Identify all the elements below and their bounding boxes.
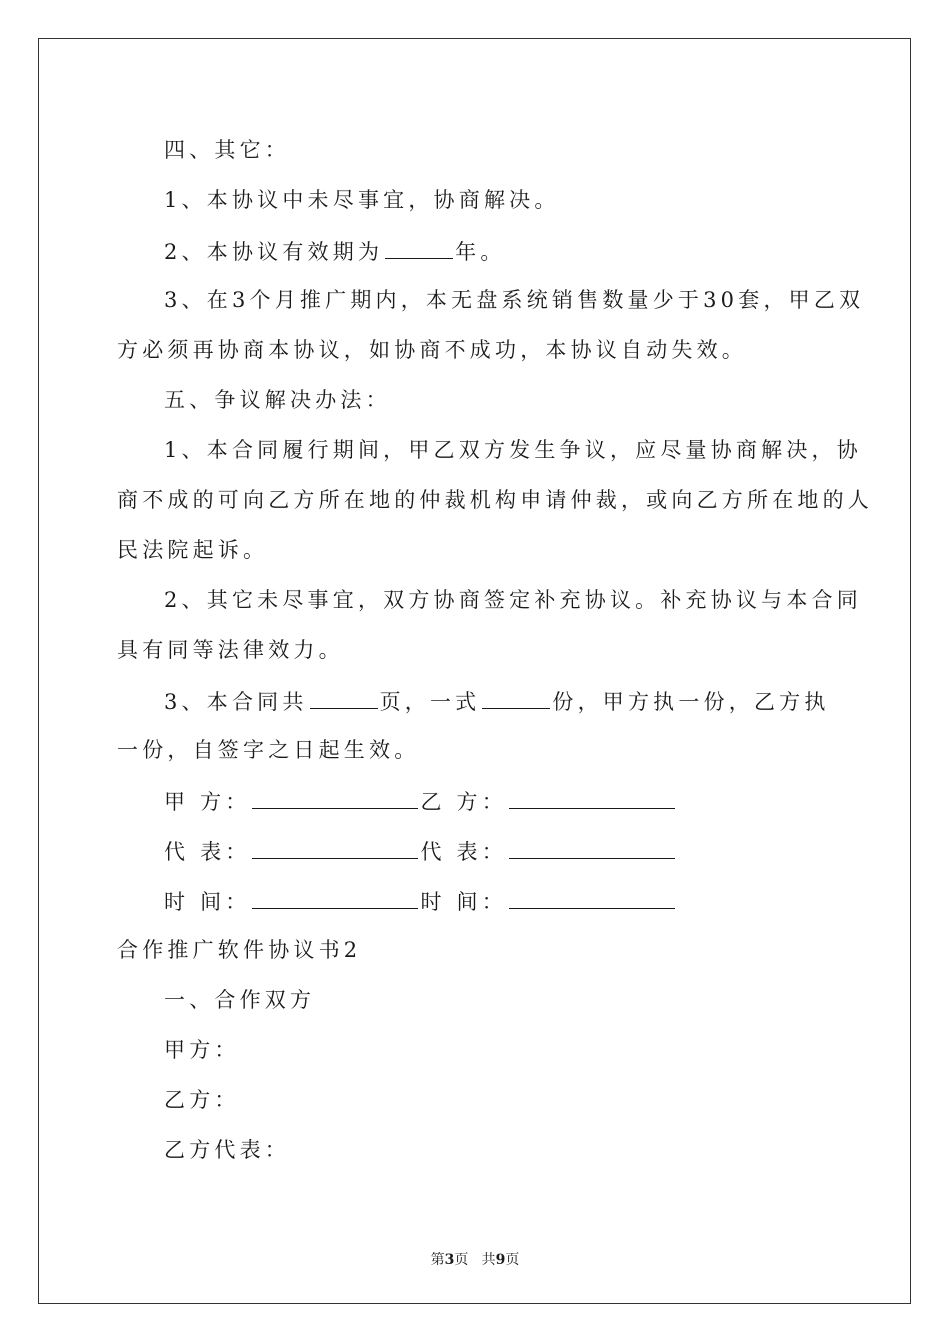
rep-a-label: 代 表： bbox=[164, 840, 251, 864]
footer-total-unit: 页 bbox=[505, 1252, 520, 1268]
footer-total-prefix: 共 bbox=[481, 1252, 496, 1268]
time-a-label: 时 间： bbox=[164, 890, 251, 914]
term-years-blank bbox=[385, 240, 453, 259]
section5-item1-line3: 民法院起诉。 bbox=[117, 538, 269, 562]
doc2-section1-heading: 一、合作双方 bbox=[164, 988, 316, 1012]
page-frame bbox=[38, 38, 911, 1304]
party-b-blank bbox=[509, 790, 675, 809]
section4-item3-line2: 方必须再协商本协议，如协商不成功，本协议自动失效。 bbox=[117, 338, 747, 362]
page-count-blank bbox=[310, 690, 378, 709]
section5-item3-line1 bbox=[164, 690, 830, 713]
rep-b-label: 代 表： bbox=[420, 840, 507, 864]
page-footer bbox=[0, 1249, 950, 1269]
footer-prefix: 第 bbox=[430, 1252, 445, 1268]
section5-item3-line2: 一份，自签字之日起生效。 bbox=[117, 738, 420, 762]
doc2-party-b: 乙方： bbox=[164, 1088, 240, 1112]
section4-item2 bbox=[164, 240, 506, 263]
section5-item2-line1: 2、其它未尽事宜，双方协商签定补充协议。补充协议与本合同 bbox=[164, 588, 862, 612]
section5-item3-pre: 3、本合同共 bbox=[164, 690, 308, 714]
section4-item3-line1: 3、在3个月推广期内，本无盘系统销售数量少于30套，甲乙双 bbox=[164, 288, 865, 312]
rep-a-blank bbox=[252, 840, 418, 859]
signature-row-time bbox=[164, 890, 677, 913]
footer-current-page: 3 bbox=[444, 1252, 455, 1268]
doc2-party-b-rep: 乙方代表： bbox=[164, 1138, 290, 1162]
footer-total-pages: 9 bbox=[495, 1252, 506, 1268]
doc2-party-a: 甲方： bbox=[164, 1038, 240, 1062]
section4-item2-pre: 2、本协议有效期为 bbox=[164, 240, 384, 264]
time-a-blank bbox=[252, 890, 418, 909]
party-a-blank bbox=[252, 790, 418, 809]
section4-item2-post: 年。 bbox=[455, 240, 506, 264]
footer-page-unit: 页 bbox=[454, 1252, 469, 1268]
section5-item3-mid: 页，一式 bbox=[379, 690, 481, 714]
time-b-label: 时 间： bbox=[420, 890, 507, 914]
section5-item2-line2: 具有同等法律效力。 bbox=[117, 638, 344, 662]
section5-item3-post: 份，甲方执一份，乙方执 bbox=[552, 690, 830, 714]
section5-item1-line1: 1、本合同履行期间，甲乙双方发生争议，应尽量协商解决，协 bbox=[164, 438, 862, 462]
section4-heading: 四、其它： bbox=[164, 138, 290, 162]
party-b-label: 乙 方： bbox=[420, 790, 507, 814]
copy-count-blank bbox=[482, 690, 550, 709]
section5-heading: 五、争议解决办法： bbox=[164, 388, 391, 412]
doc2-title: 合作推广软件协议书2 bbox=[117, 938, 362, 962]
signature-row-rep bbox=[164, 840, 677, 863]
party-a-label: 甲 方： bbox=[164, 790, 251, 814]
section5-item1-line2: 商不成的可向乙方所在地的仲裁机构申请仲裁，或向乙方所在地的人 bbox=[117, 488, 873, 512]
signature-row-party bbox=[164, 790, 677, 813]
rep-b-blank bbox=[509, 840, 675, 859]
section4-item1: 1、本协议中未尽事宜，协商解决。 bbox=[164, 188, 560, 212]
time-b-blank bbox=[509, 890, 675, 909]
